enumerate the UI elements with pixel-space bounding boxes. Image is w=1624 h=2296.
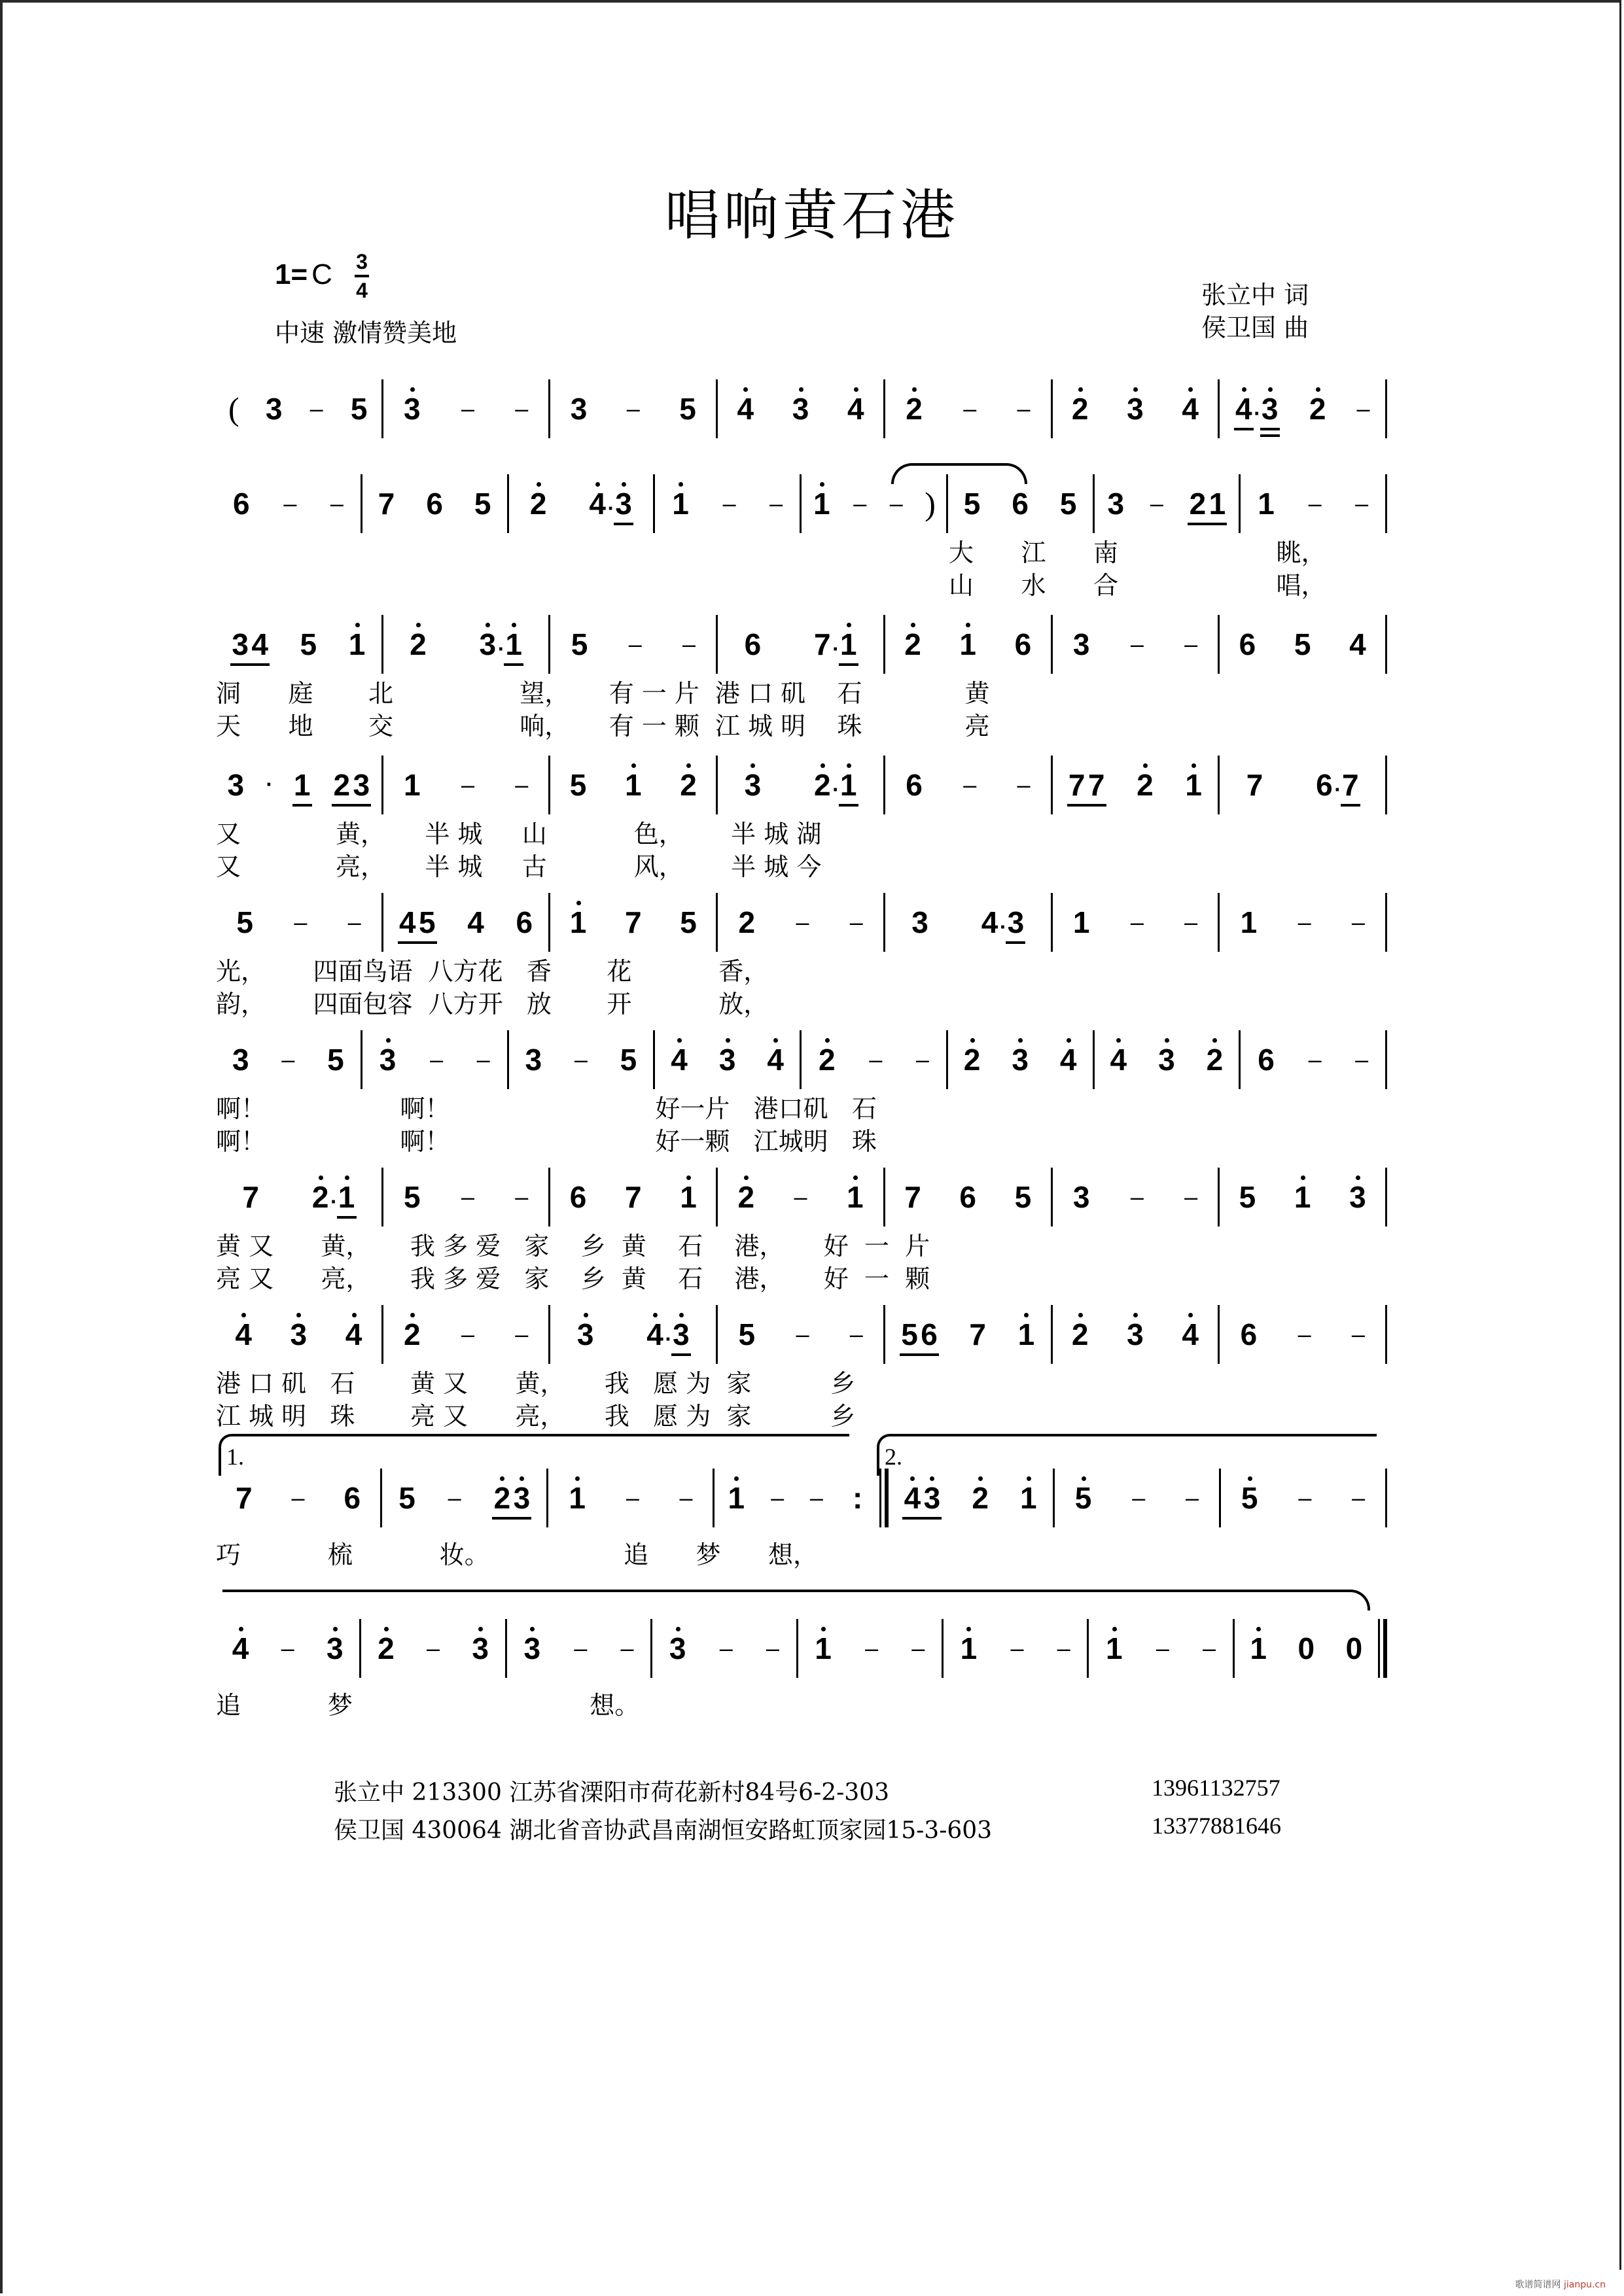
watermark-site: 歌谱简谱网 bbox=[1515, 2280, 1561, 2290]
score-row-4: 3 · 1 23 1 – – 5 1 2 3 2·1 6 – – 77 2 1 7 6·7 又 黄， 半 城 山 色， 半 城 湖 又 亮， 半 城 古 风， 半 城 今 bbox=[216, 752, 1387, 883]
measure: 4 3 4 bbox=[718, 376, 883, 442]
measure: 2 – – bbox=[885, 376, 1051, 442]
key-signature bbox=[275, 258, 332, 291]
watermark bbox=[1515, 2278, 1606, 2291]
key-letter: C bbox=[311, 258, 332, 290]
lyrics-verse-1: 追 梦 想。 bbox=[216, 1691, 640, 1720]
measure: 2 3 4 bbox=[1053, 376, 1218, 442]
lyrics-verse-2: 啊！ 啊！ 好一颗 江城明 珠 bbox=[216, 1127, 877, 1156]
second-ending-bracket: 2. bbox=[877, 1434, 1377, 1476]
measure: 3 – 5 bbox=[570, 392, 696, 426]
measure: ( 3 – 5 bbox=[228, 391, 368, 427]
lyrics-verse-2: 山 水 合 唱， bbox=[949, 571, 1326, 600]
lyrics-verse-1: 港 口 矶 石 黄 又 黄， 我 愿 为 家 乡 bbox=[216, 1369, 856, 1398]
score-row-6: 3 – 5 3 – – 3 – 5 4 3 4 2 – – 2 3 4 4 3 2 6 – – 啊！ 啊！ 好一片 港口矶 石 啊！ 啊！ 好一颗 江城明 珠 bbox=[216, 1027, 1387, 1158]
contact-composer-phone: 13377881646 bbox=[1152, 1813, 1281, 1839]
lyricist-credit: 张立中 词 bbox=[1201, 281, 1309, 309]
score-row-9: 1. 2. 7 – 6 5 – 23 1 – – 1 – – : 43 2 1 5 – – 5 – – 巧 梳 妆。 追 梦 想， bbox=[216, 1465, 1387, 1571]
watermark-url: jianpu.cn bbox=[1563, 2280, 1606, 2290]
lyrics-verse-2: 韵， 四面包容 八方开 放 开 放， bbox=[216, 990, 769, 1018]
composer-credit: 侯卫国 曲 bbox=[1201, 313, 1309, 342]
lyrics-verse-1: 黄 又 黄， 我 多 爱 家 乡 黄 石 港， 好 一 片 bbox=[216, 1232, 930, 1261]
score-row-8: 4 3 4 2 – – 3 4·3 5 – – 56 7 1 2 3 4 6 – – 港 口 矶 石 黄 又 黄， 我 愿 为 家 乡 江 城 明 珠 亮 又 亮， 我 愿 为 家 乡 bbox=[216, 1302, 1387, 1433]
song-title: 唱响黄石港 bbox=[664, 183, 959, 247]
time-denominator: 4 bbox=[356, 279, 368, 302]
lyrics-verse-1: 巧 梳 妆。 追 梦 想， bbox=[216, 1540, 819, 1569]
score-row-3: 34 5 1 2 3·1 5 – – 6 7·1 2 1 6 3 – – 6 5 4 洞 庭 北 望， 有 一 片 港 口 矶 石 黄 天 地 交 响， 有 一 颗 江 城 明 珠 亮 bbox=[216, 612, 1387, 742]
lyrics-verse-1: 啊！ 啊！ 好一片 港口矶 石 bbox=[216, 1094, 877, 1123]
lyrics-verse-2: 亮 又 亮， 我 多 爱 家 乡 黄 石 港， 好 一 颗 bbox=[216, 1264, 930, 1293]
score-row-7: 7 2·1 5 – – 6 7 1 2 – 1 7 6 5 3 – – 5 1 3 黄 又 黄， 我 多 爱 家 乡 黄 石 港， 好 一 片 亮 又 亮， 我 多 爱 家 乡 黄 石 港， 好 一 颗 bbox=[216, 1164, 1387, 1295]
lyrics-verse-1: 又 黄， 半 城 山 色， 半 城 湖 bbox=[216, 820, 822, 848]
lyrics-verse-1: 大 江 南 眺， bbox=[949, 538, 1326, 567]
final-barline bbox=[1378, 1619, 1387, 1678]
repeat-barline bbox=[879, 1469, 889, 1527]
lyrics-verse-2: 又 亮， 半 城 古 风， 半 城 今 bbox=[216, 852, 822, 881]
score-row-2: 6 – – 7 6 5 2 4·3 1 – – 1 – – ) 5 6 5 3 – 21 1 – – 大 江 南 眺， 山 水 合 唱， bbox=[216, 471, 1387, 602]
tempo-marking: 中速 激情赞美地 bbox=[275, 319, 457, 347]
first-ending-bracket: 1. bbox=[219, 1434, 849, 1476]
contact-lyricist-phone: 13961132757 bbox=[1152, 1775, 1280, 1801]
contact-lyricist: 张立中 213300 江苏省溧阳市荷花新村84号6-2-303 bbox=[334, 1779, 889, 1806]
measure: 4·3 2 – bbox=[1220, 376, 1385, 442]
lyrics-verse-1: 光， 四面鸟语 八方花 香 花 香， bbox=[216, 957, 769, 986]
time-numerator: 3 bbox=[356, 250, 368, 273]
score-row-10: 4 – 3 2 – 3 3 – – 3 – – 1 – – 1 – – 1 – – 1 0 0 追 梦 想。 bbox=[216, 1616, 1387, 1722]
lyrics-verse-1: 洞 庭 北 望， 有 一 片 港 口 矶 石 黄 bbox=[216, 679, 990, 708]
score-row-1 bbox=[216, 376, 1387, 442]
page-border-right bbox=[1619, 0, 1621, 2270]
score-row-5: 5 – – 45 4 6 1 7 5 2 – – 3 4·3 1 – – 1 – – 光， 四面鸟语 八方花 香 花 香， 韵， 四面包容 八方开 放 开 放， bbox=[216, 890, 1387, 1020]
lyrics-verse-2: 天 地 交 响， 有 一 颗 江 城 明 珠 亮 bbox=[216, 712, 990, 740]
credits bbox=[1201, 279, 1309, 344]
time-signature bbox=[352, 250, 372, 302]
measure: 3 – – bbox=[383, 376, 549, 442]
contact-composer: 侯卫国 430064 湖北省音协武昌南湖恒安路虹顶家园15-3-603 bbox=[334, 1817, 993, 1844]
lyrics-verse-2: 江 城 明 珠 亮 又 亮， 我 愿 为 家 乡 bbox=[216, 1402, 856, 1431]
key-tonic: 1= bbox=[275, 258, 308, 290]
phrase-slur bbox=[222, 1590, 1370, 1610]
